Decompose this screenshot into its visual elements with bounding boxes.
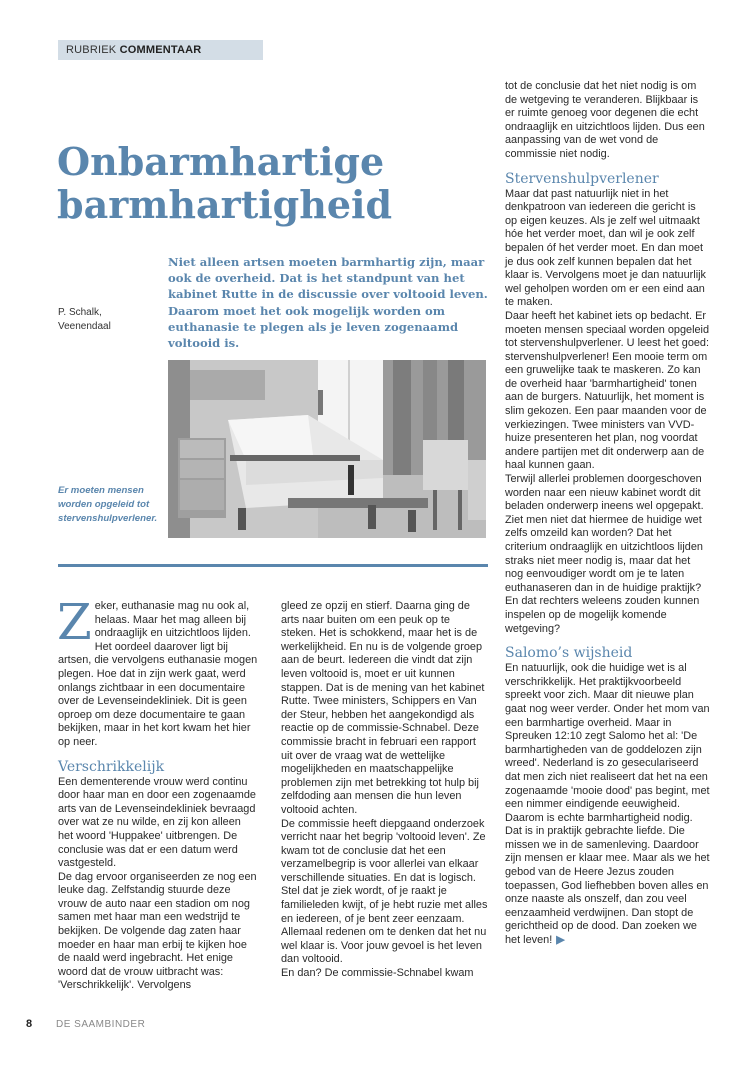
closing-text: Daarom is echte barmhartigheid nodig. Dat is in praktijk gebrachte liefde. Die missen we in de samenleving. Daardoor zijn mensen er klaar mee. Maar als we het gebod van de Heere Jezus zouden toepassen, God liefhebben boven alles en onze naaste als onszelf, dan zou veel eenzaamheid verdwijnen. Dan stopt de gerichtheid op de dood. Dan zoeken we het leven!	[505, 811, 710, 947]
paragraph: tot de conclusie dat het niet nodig is om de wetgeving te veranderen. Blijkbaar is er ruimte genoeg voor degenen die echt ondraaglijk en uitzichtloos lijden. Dus een aanpassing van de wet vond de commissie niet nodig.	[505, 80, 705, 160]
page-number: 8	[26, 1018, 33, 1030]
paragraph: En natuurlijk, ook die huidige wet is al verschrikkelijk. Het praktijkvoorbeeld spreekt voor zich. Maar dit nieuwe plan gaat nog weer verder. Onder het mom van een barmhartige overheid. Maar in Spreuken 12:10 zegt Salomo het al: 'De barmhartigheden van de goddelozen zijn wreed'. Nederland is zo geseculariseerd dat men zich niet realiseert dat het na een zogenaamde 'mooie dood' pas begint, met een nimmer eindigende eeuwigheid.	[505, 662, 710, 811]
paragraph: En dan? De commissie-Schnabel kwam	[281, 967, 474, 980]
divider-rule	[58, 564, 488, 567]
subheading-salomos-wijsheid: Salomo’s wijsheid	[505, 645, 633, 662]
paragraph: De commissie heeft diepgaand onderzoek verricht naar het begrip 'voltooid leven'. Ze kwam tot de conclusie dat het een verzamelbegrip is voor allerlei van elkaar verschillende situaties. En dat is logisch. Stel dat je ziek wordt, of je raakt je familieleden kwijt, of je hebt ruzie met alles en iedereen, of je bent zeer eenzaam. Allemaal redenen om te denken dat het nu wel klaar is. Voor jouw gevoel is het leven dan voltooid.	[281, 817, 488, 966]
paragraph	[505, 812, 710, 948]
section-prefix: RUBRIEK	[66, 44, 120, 56]
article-lead: Niet alleen artsen moeten barmhartig zijn, maar ook de overheid. Dat is het standpunt van het kabinet Rutte in de discussie over voltooid leven. Daarom moet het ook mogelijk worden om euthanasie te plegen als je leven zogenaamd voltooid is.	[168, 255, 488, 351]
magazine-name: DE SAAMBINDER	[56, 1019, 146, 1030]
author-name: P. Schalk,	[58, 307, 102, 318]
title-line-2: barmhartigheid	[57, 182, 393, 227]
paragraph: gleed ze opzij en stierf. Daarna ging de arts naar buiten om een peuk op te steken. Het is schokkend, maar het is de werkelijkheid. En nu is de volgende groep aan de beurt. Iedereen die vindt dat zijn leven voltooid is, moet er uit kunnen stappen. Dat is de mening van het kabinet Rutte. Twee ministers, Schippers en Van der Steur, hebben het aangekondigd als reactie op de commissie-Schnabel. Deze commissie bracht in februari een rapport uit over de vraag wat de wettelijke mogelijkheden en maatschappelijke problemen zijn met betrekking tot hulp bij zelfdoding aan mensen die hun leven voltooid achten.	[281, 600, 485, 816]
author-place: Veenendaal	[58, 321, 111, 332]
author-block	[58, 306, 111, 334]
paragraph: Daar heeft het kabinet iets op bedacht. Er moeten mensen speciaal worden opgeleid tot stervenshulpverlener. U leest het goed: stervenshulpverlener! Een mooie term om een gruwelijke taak te maskeren. Zo kan de overheid haar 'barmhartigheid' tonen aan de burgers. Natuurlijk, het moment is slim gekozen. Een paar maanden voor de verkiezingen. Twee ministers van VVD-huize presenteren het plan, nog voordat andere partijen met dit onderwerp aan de haal kunnen gaan.	[505, 309, 710, 472]
subheading-verschrikkelijk: Verschrikkelijk	[58, 758, 165, 775]
section-label	[58, 40, 263, 60]
column-1	[57, 593, 258, 993]
hospital-bed-photo	[168, 360, 486, 538]
photo-caption: Er moeten mensen worden opgeleid tot stervenshulpverlener.	[58, 485, 158, 524]
intro-text: eker, euthanasie mag nu ook al, helaas. Maar het mag alleen bij ondraaglijk en uitzichtloos lijden. Het oordeel daarover ligt bij artsen, die vervolgens euthanasie mogen plegen. Hoe dat in zijn werk gaat, werd onlangs zichtbaar in een documentaire over de Levenseindekliniek. Dit is geen oproep om deze documentaire te gaan bekijken, maar in het kort kwam het hier op neer.	[58, 600, 258, 748]
title-line-1: Onbarmhartige	[57, 139, 385, 184]
paragraph	[57, 593, 258, 750]
subheading-stervenshulpverlener: Stervenshulpverlener	[505, 170, 659, 187]
drop-cap: Z	[57, 593, 92, 651]
column-2	[281, 600, 488, 981]
section-name: COMMENTAAR	[119, 44, 202, 56]
column-3	[505, 80, 710, 948]
paragraph: De dag ervoor organiseerden ze nog een leuke dag. Zelfstandig stuurde deze vrouw de auto naar een stadion om nog samen met haar man een wedstrijd te bekijken. De volgende dag zaten haar moeder en haar man erbij te kijken hoe de naald werd ingebracht. Het enige woord dat de vrouw uitbracht was: 'Verschrikkelijk'. Vervolgens	[58, 870, 257, 992]
end-mark-icon: ▶	[556, 934, 565, 947]
paragraph: Terwijl allerlei problemen doorgeschoven worden naar een nieuw kabinet wordt dit beladen onderwerp ineens wel opgepakt. Ziet men niet dat hiermee de huidige wet zelfs omzeild kan worden? Dat het criterium ondraaglijk en uitzichtloos lijden straks niet meer nodig is, maar dat het nog eenvoudiger wordt om je te laten euthanaseren dan in de huidige praktijk? En dat rechters weleens zouden kunnen inspelen op de mogelijk komende wetgeving?	[505, 473, 704, 635]
article-title	[57, 140, 477, 226]
hospital-bed-illustration	[168, 360, 486, 538]
paragraph: Een dementerende vrouw werd continu door haar man en door een zogenaamde arts van de Levenseindekliniek bevraagd over wat ze nu wilde, en zij kon alleen het woord 'Huppakee' uitbrengen. De conclusie was dat er een datum werd vastgesteld.	[58, 775, 256, 870]
paragraph: Maar dat past natuurlijk niet in het denkpatroon van iedereen die gericht is op eigen keuzes. Als je zelf wel uitmaakt hóe het verder moet, dan wil je ook zelf bepalen óf het verder moet. En dan moet je dus ook zelf kunnen bepalen dat het klaar is. Vervolgens moet je dan natuurlijk wel geholpen worden om er een eind aan te maken.	[505, 187, 706, 309]
